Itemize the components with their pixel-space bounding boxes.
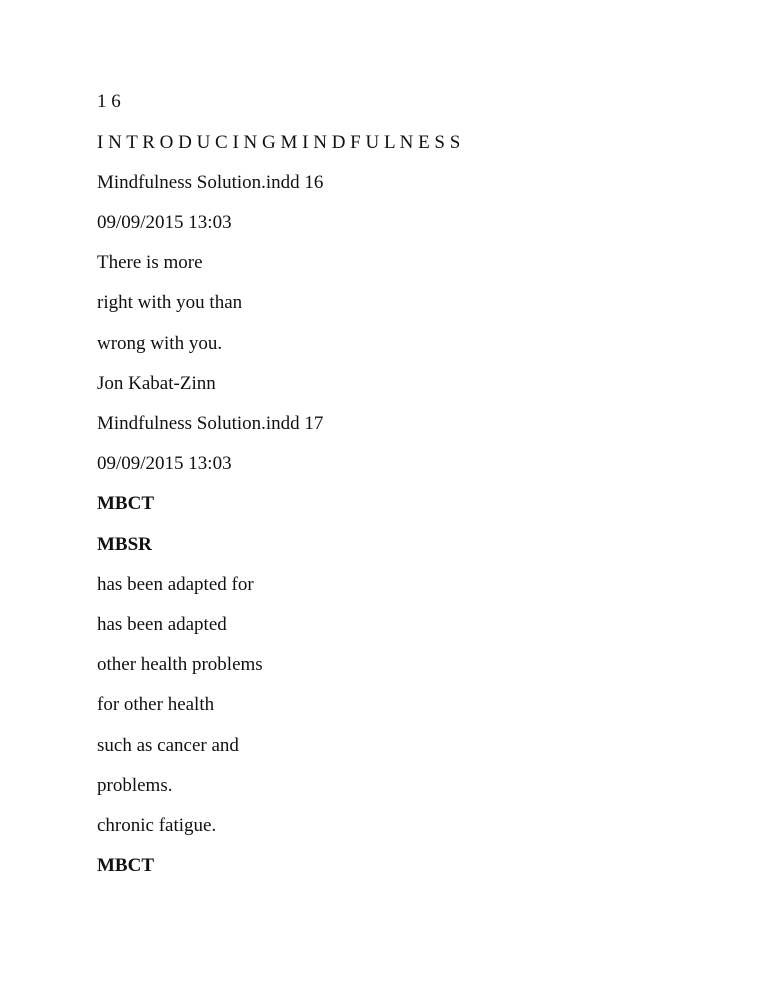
body-line: has been adapted for [97,574,254,595]
section-heading: MBCT [97,855,154,876]
body-line: such as cancer and [97,735,239,756]
quote-author: Jon Kabat-Zinn [97,373,216,394]
body-line: for other health [97,694,215,715]
quote-line: There is more [97,252,203,273]
section-heading: MBCT [97,493,154,514]
body-line: has been adapted [97,614,227,635]
quote-line: right with you than [97,292,243,313]
page-number: 1 6 [97,91,121,112]
file-timestamp: 09/09/2015 13:03 [97,453,232,474]
file-slug: Mindfulness Solution.indd 16 [97,172,324,193]
quote-line: wrong with you. [97,333,223,354]
section-heading: MBSR [97,534,152,555]
file-slug: Mindfulness Solution.indd 17 [97,413,324,434]
body-line: other health problems [97,654,263,675]
file-timestamp: 09/09/2015 13:03 [97,212,232,233]
body-line: problems. [97,775,173,796]
body-line: chronic fatigue. [97,815,217,836]
running-header: I N T R O D U C I N G M I N D F U L N E S S [97,132,461,153]
